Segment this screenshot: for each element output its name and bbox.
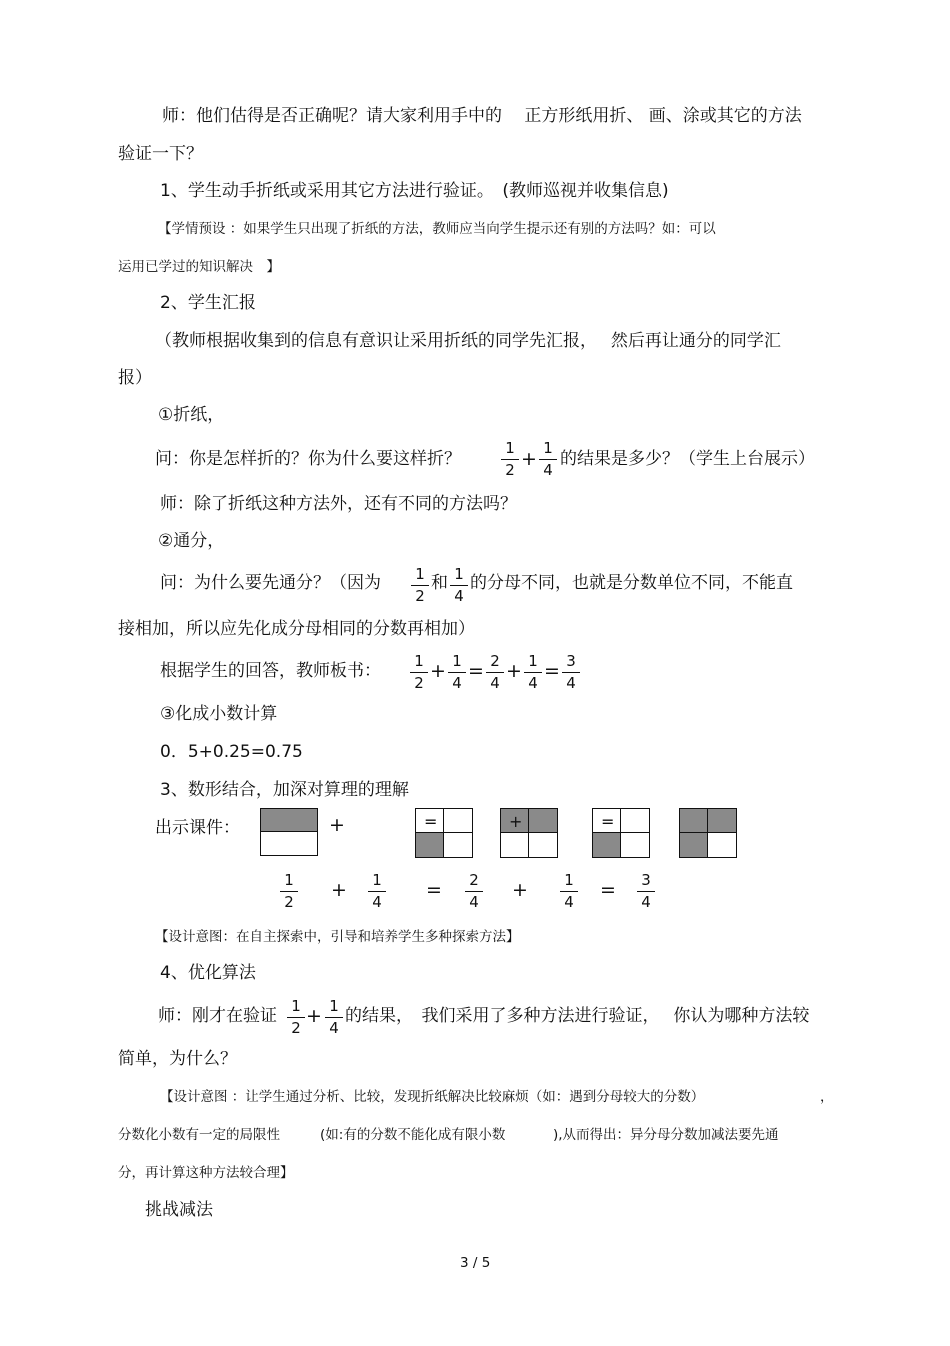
- section-heading: 挑战减法: [145, 1200, 213, 1220]
- fraction-three-quarters: 3 4: [562, 653, 580, 692]
- fraction-two-quarters: 2 4: [465, 872, 483, 911]
- fraction-one-quarter: 1 4: [325, 998, 343, 1037]
- fraction-one-half: 1 2: [501, 440, 519, 479]
- plus-sign: +: [512, 879, 528, 901]
- fraction-two-quarters: 2 4: [486, 653, 504, 692]
- square-quarter-shaded: [415, 808, 473, 858]
- text-line: 师：他们估得是否正确呢？请大家利用手中的 正方形纸用折、 画、涂或其它的方法: [162, 106, 802, 126]
- fraction-one-quarter: 1 4: [524, 653, 542, 692]
- fraction-one-quarter: 1 4: [368, 872, 386, 911]
- text-line: 和: [431, 573, 448, 593]
- square-half-shaded: [260, 808, 318, 856]
- fraction-one-quarter: 1 4: [450, 566, 468, 605]
- text-line: ③化成小数计算: [160, 704, 278, 724]
- text-line: 分数化小数有一定的局限性: [118, 1127, 280, 1143]
- text-line: 0．5+0.25=0.75: [160, 742, 303, 762]
- square-half-quarter-shaded: [500, 808, 558, 858]
- equals-sign: =: [601, 812, 615, 831]
- fraction-one-quarter: 1 4: [539, 440, 557, 479]
- text-line: 简单，为什么？: [118, 1049, 237, 1069]
- section-heading: 2、学生汇报: [160, 293, 256, 313]
- square-quarter-shaded: [592, 808, 650, 858]
- section-heading: 4、优化算法: [160, 963, 256, 983]
- text-line: （教师根据收集到的信息有意识让采用折纸的同学先汇报， 然后再让通分的同学汇: [155, 331, 781, 351]
- text-line: 问：为什么要先通分？（因为: [160, 573, 381, 593]
- text-line: ①折纸，: [158, 405, 225, 425]
- page-number: 3 / 5: [460, 1255, 491, 1271]
- plus-sign: +: [521, 448, 537, 470]
- text-line: 的分母不同，也就是分数单位不同，不能直: [470, 573, 793, 593]
- text-line: ②通分，: [158, 531, 225, 551]
- text-line: ),从而得出：异分母分数加减法要先通: [553, 1127, 779, 1143]
- text-line: 【学情预设 ：如果学生只出现了折纸的方法，教师应当向学生提示还有别的方法吗？如：可以: [158, 221, 716, 237]
- text-line: 问：你是怎样折的？你为什么要这样折？: [155, 449, 461, 469]
- fraction-one-half: 1 2: [287, 998, 305, 1037]
- plus-sign: +: [509, 812, 523, 831]
- plus-sign: +: [306, 1005, 322, 1027]
- text-line: 运用已学过的知识解决 】: [118, 259, 280, 275]
- fraction-three-quarters: 3 4: [637, 872, 655, 911]
- fraction-one-half: 1 2: [411, 566, 429, 605]
- plus-sign: +: [430, 660, 446, 682]
- text-line: 分，再计算这种方法较合理】: [118, 1165, 294, 1181]
- text-line: 出示课件：: [155, 818, 240, 838]
- text-line: 的结果， 我们采用了多种方法进行验证， 你认为哪种方法较: [345, 1006, 810, 1026]
- text-line: 师：除了折纸这种方法外，还有不同的方法吗？: [160, 494, 517, 514]
- equals-sign: =: [426, 879, 442, 901]
- equals-sign: =: [424, 812, 438, 831]
- fraction-one-quarter: 1 4: [560, 872, 578, 911]
- text-line: (如:有的分数不能化成有限小数: [320, 1127, 506, 1143]
- plus-sign: +: [331, 879, 347, 901]
- section-heading: 3、数形结合，加深对算理的理解: [160, 780, 409, 800]
- text-line: 1、学生动手折纸或采用其它方法进行验证。 (教师巡视并收集信息): [160, 181, 669, 201]
- fraction-one-quarter: 1 4: [448, 653, 466, 692]
- square-three-quarters-shaded: [679, 808, 737, 858]
- plus-sign: +: [506, 660, 522, 682]
- equals-sign: =: [600, 879, 616, 901]
- text-line: 根据学生的回答，教师板书：: [160, 661, 381, 681]
- text-line: 【设计意图 ：让学生通过分析、比较，发现折纸解决比较麻烦（如：遇到分母较大的分数）: [160, 1089, 705, 1105]
- fraction-one-half: 1 2: [410, 653, 428, 692]
- fraction-one-half: 1 2: [280, 872, 298, 911]
- equals-sign: =: [544, 660, 560, 682]
- text-line: ，: [820, 1089, 834, 1105]
- text-line: 报）: [118, 368, 152, 388]
- equals-sign: =: [468, 660, 484, 682]
- text-line: 的结果是多少？（学生上台展示）: [560, 449, 815, 469]
- text-line: 接相加，所以应先化成分母相同的分数再相加）: [118, 619, 475, 639]
- text-line: 验证一下？: [118, 144, 203, 164]
- plus-sign: +: [329, 814, 345, 836]
- text-line: 师：刚才在验证: [158, 1006, 277, 1026]
- text-line: 【设计意图：在自主探索中，引导和培养学生多种探索方法】: [155, 929, 520, 945]
